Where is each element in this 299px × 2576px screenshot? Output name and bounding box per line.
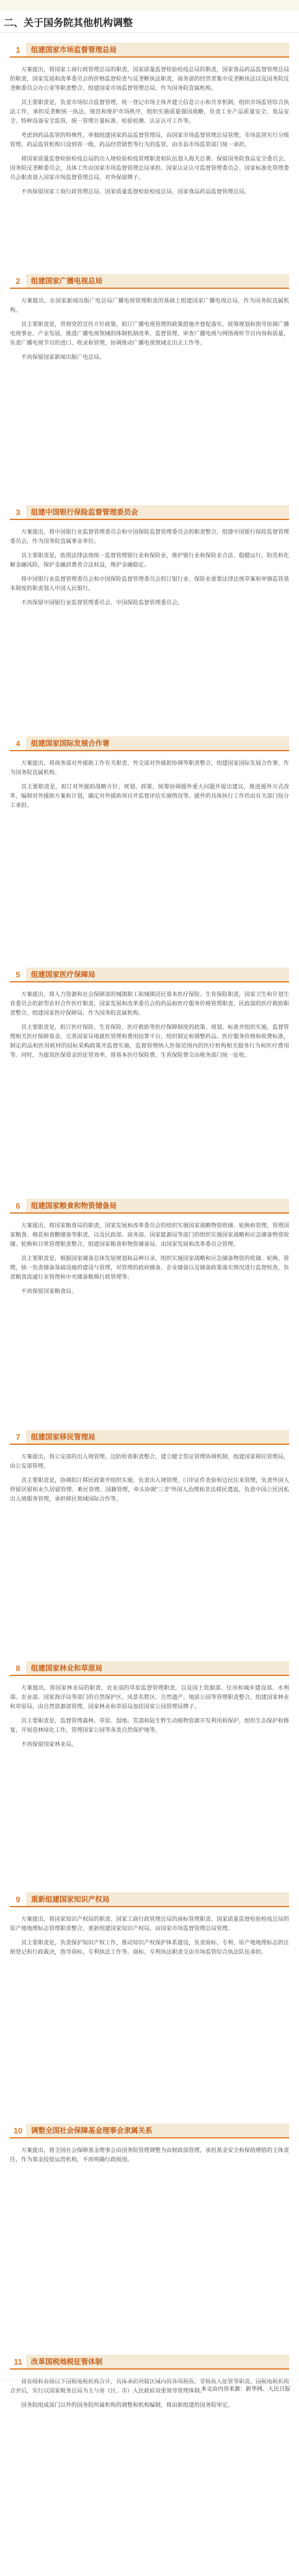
section-header [10,1199,289,1214]
footer-source: 本文由内容来源：新华网、人民日报 [200,2385,290,2392]
section-number: 2 [16,276,20,286]
section-paragraph: 不再保留国家粮食局。 [21,1288,78,1294]
section-header [10,968,289,982]
section-number: 3 [16,507,20,517]
section-title: 组建中国银行保险监督管理委员会 [26,505,289,519]
section-paragraph: 方案提出，在国家新闻出版广电总局广播电视管理职责的基础上组建国家广播电视总局，作为国务院直属机构。 [10,298,289,313]
section [10,726,289,958]
section-number: 10 [13,2125,23,2135]
section-paragraph: 其主要职责是，贯彻党的宣传方针政策，拟订广播电视管理的政策措施并督促落实，统筹规划和指导协调广播电视事业、产业发展，推进广播电视领域的体制机制改革，监督管理、审查广播电视与网络视听节目内容和质量，负责广播电视节目的进口、收录和管理，协调推动广播电视领域走出去工作等。 [10,321,290,346]
footer [0,2380,299,2396]
section-paragraph: 其主要职责是，负责保护知识产权工作，推动知识产权保护体系建设，负责商标、专利、原产地地理标志的注册登记和行政裁决，指导商标、专利执法工作等。商标、专利执法职责交由市场监管综合执法队伍承担。 [10,1939,290,1955]
section-number: 9 [16,1894,20,1904]
section-paragraph: 不再保留中国银行业监督管理委员会、中国保险监督管理委员会。 [21,599,184,606]
section [10,33,289,264]
article-content [0,33,299,2576]
section-title: 重新组建国家知识产权局 [26,1892,289,1906]
section-paragraph: 其主要职责是，依照法律法规统一监督管理银行业和保险业，维护银行业和保险业合法、稳健运行，防范和化解金融风险，保护金融消费者合法权益，维护金融稳定。 [10,552,290,568]
section-number: 6 [16,1201,20,1211]
section-paragraph: 国务院组成部门以外的国务院所属机构的调整和机构编制，将由新组建的国务院审定。 [21,2402,234,2408]
section-paragraph: 其主要职责是，负责市场综合监督管理，统一登记市场主体并建立信息公示和共享机制，组织市场监管综合执法工作，承担反垄断统一执法，规范和维护市场秩序，组织实施质量强国战略，负责工业产品质量安全、食品安全、特种设备安全监管，统一管理计量标准、检验检测、认证认可工作等。 [10,99,290,124]
section-paragraph: 将省级和省级以下国税地税机构合并，具体承担所辖区域内的各项税收、非税收入征管等职责。国税地税机构合并后，实行以国家税务总局为主与省（区、市）人民政府双重领导管理体制。 [10,2378,290,2394]
section [10,1651,289,1882]
section-paragraph: 方案提出，将国家粮食局的职责，国家发展和改革委员会的组织实施国家战略物资收储、轮换和管理，管理国家粮食、棉花和食糖储备等职责，以及民政部、商务部、国家能源局等部门的组织实施国家战略和应急储备物资收储、轮换和日常管理职责整合，组建国家粮食和物资储备局，由国家发展和改革委员会管理。 [10,1222,290,1247]
section-title: 调整全国社会保障基金理事会隶属关系 [26,2124,289,2137]
section-paragraph: 其主要职责是，协调拟订移民政策并组织实施，负责出入境管理、口岸证件查验和边民往来管理，负责外国人停留居留和永久居留管理、难民管理、国籍管理，牵头协调"三非"外国人治理和非法移民遣返，负责中国公民因私出入境服务管理，承担移民领域国际合作等。 [10,1477,290,1502]
section-number: 7 [16,1432,20,1442]
section-paragraph: 方案提出，将国家工商行政管理总局的职责，国家质量监督检验检疫总局的职责，国家食品药品监督管理总局的职责，国家发展和改革委员会的价格监督检查与反垄断执法职责，商务部的经营者集中反垄断执法以及国务院反垄断委员会办公室等职责整合，组建国家市场监督管理总局，作为国务院直属机构。 [10,66,290,91]
section-header [10,43,289,58]
section-paragraph: 方案提出，将公安部的出入境管理、边防检查职责整合，建立健全签证管理协调机制，组建国家移民管理局，由公安部管理。 [10,1453,290,1469]
section-paragraph: 不再保留国家工商行政管理总局、国家质量监督检验检疫总局、国家食品药品监督管理总局。 [21,188,251,195]
section-header [10,1661,289,1676]
section-title: 组建国家市场监督管理总局 [26,43,289,56]
section-paragraph: 方案提出，将国家林业局的职责，农业部的草原监督管理职责，以及国土资源部、住房和城乡建设部、水利部、农业部、国家海洋局等部门的自然保护区、风景名胜区、自然遗产、地质公园等管理职责整合，组建国家林业和草原局，由自然资源部管理。国家林业和草原局加挂国家公园管理局牌子。 [10,1685,290,1709]
section-paragraph: 将中国银行业监督管理委员会和中国保险监督管理委员会拟订银行业、保险业重要法律法规草案和审慎监管基本制度的职责划入中国人民银行。 [10,576,290,591]
section [10,958,289,1189]
section-paragraph: 方案提出，将国家知识产权局的职责、国家工商行政管理总局的商标管理职责、国家质量监督检验检疫总局的原产地地理标志管理职责整合，重新组建国家知识产权局，由国家市场监督管理总局管理。 [10,1916,290,1931]
section-paragraph: 方案提出，将全国社会保障基金理事会由国务院管理调整为由财政部管理，承担基金安全和保值增值的主体责任，作为基金投资运营机构，不再明确行政级别。 [10,2147,290,2163]
section [10,495,289,726]
section-header [10,736,289,751]
section [10,264,289,495]
section-header [10,1430,289,1445]
section-number: 1 [16,45,20,55]
section-number: 8 [16,1663,20,1673]
section [10,1882,289,2114]
section-header [10,2355,289,2370]
section-paragraph: 其主要职责是，拟订对外援助战略方针、规划、政策，统筹协调援外重大问题并提出建议，推进援外方式改革，编制对外援助方案和计划，确定对外援助项目并监督评估实施情况等。援外的具体执行工作仍由有关部门按分工承担。 [10,783,290,808]
section-title: 组建国家粮食和物资储备局 [26,1199,289,1212]
section-paragraph: 方案提出，将中国银行业监督管理委员会和中国保险监督管理委员会的职责整合，组建中国银行保险监督管理委员会，作为国务院直属事业单位。 [10,529,290,544]
top-band [0,0,299,11]
section-title: 组建国家医疗保障局 [26,968,289,981]
section-paragraph: 将国家质量监督检验检疫总局的出入境检验检疫管理职责和队伍划入海关总署。保留国务院食品安全委员会、国务院反垄断委员会，具体工作由国家市场监督管理总局承担。国家认证认可监督管理委员会、国家标准化管理委员会职责划入国家市场监督管理总局，对外保留牌子。 [10,156,290,180]
section-paragraph: 其主要职责是，监督管理森林、草原、湿地、荒漠和陆生野生动植物资源开发利用和保护，组织生态保护和修复，开展造林绿化工作，管理国家公园等各类自然保护地等。 [10,1718,290,1733]
section-paragraph: 其主要职责是，拟订医疗保险、生育保险、医疗救助等医疗保障制度的政策、规划、标准并组织实施，监督管理相关医疗保障基金，完善国家异地就医管理和费用结算平台，组织制定和调整药品、医疗服务价格和收费标准，制定药品和医用耗材的招标采购政策并监督实施，监督管理纳入医保范围内的医疗机构相关服务行为和医疗费用等。同时，为提高医保资金的征管效率，将基本医疗保险费、生育保险费交由税务部门统一征收。 [10,1024,290,1058]
section [10,1420,289,1651]
section-title: 组建国家林业和草原局 [26,1661,289,1675]
section-number: 11 [14,2357,22,2366]
section-title: 组建国家广播电视总局 [26,274,289,288]
section-header [10,274,289,289]
section-header [10,1892,289,1907]
section-paragraph: 不再保留国家新闻出版广电总局。 [21,354,105,360]
section-header [10,505,289,520]
section-paragraph: 方案提出，将人力资源和社会保障部的城镇职工和城镇居民基本医疗保险、生育保险职责，国家卫生和计划生育委员会的新型农村合作医疗职责，国家发展和改革委员会的药品和医疗服务价格管理职责，民政部的医疗救助职责整合，组建国家医疗保障局，作为国务院直属机构。 [10,991,290,1016]
page-title: 二、关于国务院其他机构调整 [4,17,133,29]
section [10,1189,289,1420]
title-row [0,11,299,33]
section-number: 4 [16,738,20,748]
section-header [10,2124,289,2138]
section-paragraph: 其主要职责是，根据国家储备总体发展规划和品种目录，组织实施国家战略和应急储备物资的收储、轮换、管理，统一负责储备基础设施的建设与管理，对管理的政府储备、企业储备以及储备政策落实情况进行监督检查，负责粮食流通行业管理和中央储备粮棉行政管理等。 [10,1255,290,1280]
section-title: 改革国税地税征管体制 [26,2355,289,2368]
section-title: 组建国家移民管理局 [26,1430,289,1444]
section-title: 组建国家国际发展合作署 [26,736,289,750]
section-paragraph: 不再保留国家林业局。 [21,1741,78,1747]
section-paragraph: 考虑到药品监管的特殊性，单独组建国家药品监督管理局，由国家市场监督管理总局管理。市场监管实行分级管理，药品监管机构只设到省一级，药品经营销售等行为的监管，由市县市场监管部门统一承担。 [10,132,290,148]
section-paragraph: 方案提出，将商务部对外援助工作有关职责、外交部对外援助协调等职责整合，组建国家国际发展合作署，作为国务院直属机构。 [10,760,290,775]
section-number: 5 [16,969,20,979]
section [10,2114,289,2345]
